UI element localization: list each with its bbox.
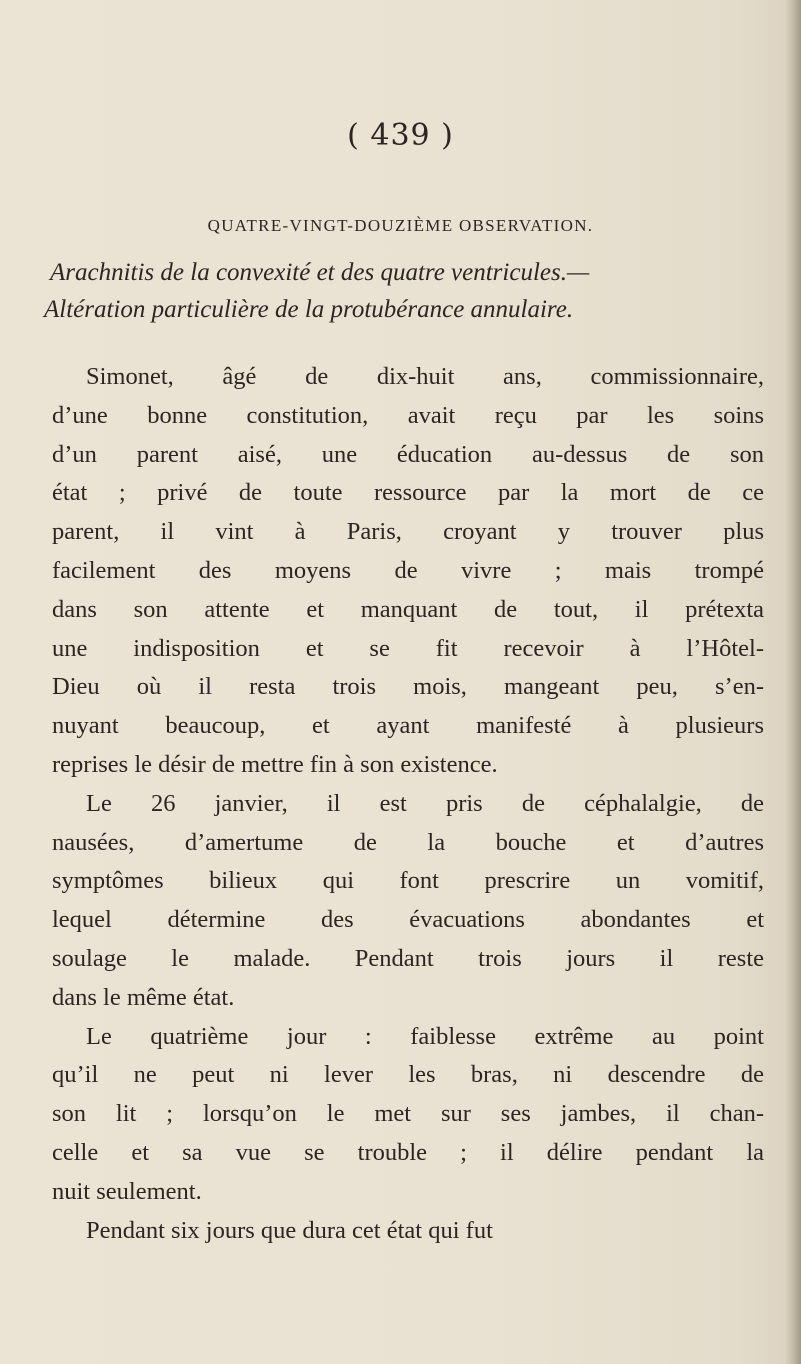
body-line: son lit ; lorsqu’on le met sur ses jambes, il chan- — [52, 1100, 764, 1128]
body-line: Dieu où il resta trois mois, mangeant peu, s’en- — [52, 673, 764, 701]
body-line: dans le même état. — [52, 983, 235, 1011]
subtitle-line-2: Altération particulière de la protubérance annulaire. — [44, 296, 574, 323]
body-line: état ; privé de toute ressource par la mort de ce — [52, 479, 764, 507]
body-line: nausées, d’amertume de la bouche et d’autres — [52, 828, 764, 856]
body-line: qu’il ne peut ni lever les bras, ni descendre de — [52, 1061, 764, 1089]
body-line: dans son attente et manquant de tout, il prétexta — [52, 595, 764, 623]
subtitle-line-1: Arachnitis de la convexité et des quatre ventricules.— — [50, 259, 590, 286]
body-line: lequel détermine des évacuations abondantes et — [52, 906, 764, 934]
body-line: nuyant beaucoup, et ayant manifesté à plusieurs — [52, 712, 764, 740]
page-number: ( 439 ) — [347, 118, 454, 153]
body-line: d’un parent aisé, une éducation au-dessus de son — [52, 440, 764, 468]
body-line: Le 26 janvier, il est pris de céphalalgie, de — [86, 789, 764, 817]
body-line: facilement des moyens de vivre ; mais trompé — [52, 556, 764, 584]
body-line: parent, il vint à Paris, croyant y trouver plus — [52, 518, 764, 546]
observation-heading: QUATRE-VINGT-DOUZIÈME OBSERVATION. — [207, 216, 594, 235]
body-line: une indisposition et se fit recevoir à l’Hôtel- — [52, 634, 764, 662]
body-line: nuit seulement. — [52, 1177, 202, 1205]
body-text — [52, 358, 764, 1250]
body-line: d’une bonne constitution, avait reçu par les soins — [52, 401, 764, 429]
body-line: celle et sa vue se trouble ; il délire pendant la — [52, 1138, 764, 1166]
page-binding-shadow — [785, 0, 801, 1364]
body-line: Pendant six jours que dura cet état qui fut — [86, 1216, 493, 1244]
body-line: Simonet, âgé de dix-huit ans, commissionnaire, — [86, 363, 764, 390]
body-line: Le quatrième jour : faiblesse extrême au point — [86, 1022, 764, 1050]
body-line: soulage le malade. Pendant trois jours il reste — [52, 944, 764, 972]
body-line: reprises le désir de mettre fin à son existence. — [52, 750, 498, 778]
body-line: symptômes bilieux qui font prescrire un vomitif, — [52, 867, 764, 895]
